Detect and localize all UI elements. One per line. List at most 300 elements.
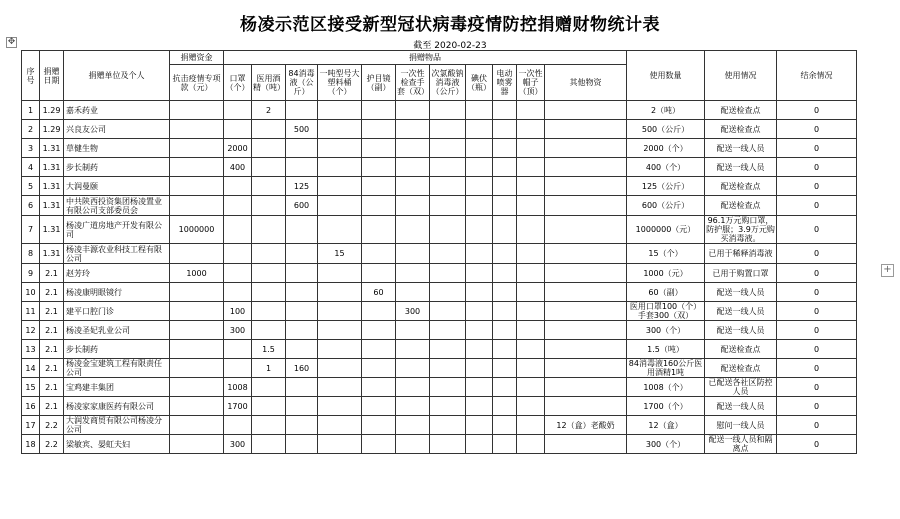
cell-hypochlorous	[430, 196, 466, 216]
cell-balance: 0	[777, 216, 857, 244]
cell-mask: 300	[224, 435, 252, 454]
table-row	[22, 158, 857, 177]
cell-seq: 15	[22, 378, 40, 397]
header-donor: 捐赠单位及个人	[64, 51, 170, 101]
cell-alcohol	[252, 120, 286, 139]
cell-usage: 配送一线人员	[705, 283, 777, 302]
cell-hypochlorous	[430, 264, 466, 283]
cell-funds	[170, 139, 224, 158]
cell-mask	[224, 264, 252, 283]
table-row	[22, 101, 857, 120]
cell-funds	[170, 321, 224, 340]
cell-alcohol	[252, 435, 286, 454]
cell-usage: 已用于稀释消毒液	[705, 244, 777, 264]
cell-funds: 1000000	[170, 216, 224, 244]
cell-mask: 1700	[224, 397, 252, 416]
cell-date: 2.1	[40, 302, 64, 321]
cell-funds	[170, 283, 224, 302]
cell-mask	[224, 359, 252, 378]
cell-gloves	[396, 359, 430, 378]
table-row	[22, 302, 857, 321]
cell-gloves	[396, 244, 430, 264]
table-row	[22, 139, 857, 158]
cell-seq: 16	[22, 397, 40, 416]
cell-caps	[517, 359, 545, 378]
cell-bucket	[318, 216, 362, 244]
cell-balance: 0	[777, 196, 857, 216]
cell-goggles	[362, 139, 396, 158]
cell-seq: 6	[22, 196, 40, 216]
cell-usage: 配送检查点	[705, 340, 777, 359]
cell-donor: 兴良友公司	[64, 120, 170, 139]
cell-hypochlorous	[430, 302, 466, 321]
cell-other	[545, 120, 627, 139]
cell-gloves	[396, 177, 430, 196]
cell-iodine	[466, 359, 493, 378]
cell-balance: 0	[777, 397, 857, 416]
cell-alcohol	[252, 216, 286, 244]
cell-disinfectant84: 160	[286, 359, 318, 378]
cell-usage: 配送一线人员和隔离点	[705, 435, 777, 454]
header-disinfectant84: 84消毒液（公斤）	[286, 65, 318, 101]
cell-sprayer	[493, 264, 517, 283]
cell-disinfectant84	[286, 216, 318, 244]
donation-table	[21, 50, 857, 454]
cell-usage: 慰问一线人员	[705, 416, 777, 435]
cell-other	[545, 264, 627, 283]
cell-bucket	[318, 264, 362, 283]
cell-usage-qty: 1700（个）	[627, 397, 705, 416]
cell-hypochlorous	[430, 397, 466, 416]
cell-usage-qty: 300（个）	[627, 321, 705, 340]
cell-funds: 1000	[170, 264, 224, 283]
cell-usage-qty: 2（吨）	[627, 101, 705, 120]
cell-other	[545, 196, 627, 216]
cell-seq: 12	[22, 321, 40, 340]
cell-disinfectant84	[286, 139, 318, 158]
cell-mask	[224, 196, 252, 216]
cell-seq: 5	[22, 177, 40, 196]
cell-usage: 配送检查点	[705, 359, 777, 378]
cell-balance: 0	[777, 340, 857, 359]
cell-goggles	[362, 177, 396, 196]
header-date: 捐赠日期	[40, 51, 64, 101]
cell-bucket	[318, 302, 362, 321]
table-row	[22, 244, 857, 264]
header-iodine: 碘伏（瓶）	[466, 65, 493, 101]
cell-seq: 9	[22, 264, 40, 283]
cell-usage-qty: 500（公斤）	[627, 120, 705, 139]
cell-balance: 0	[777, 244, 857, 264]
cell-hypochlorous	[430, 139, 466, 158]
cell-date: 1.31	[40, 196, 64, 216]
cell-balance: 0	[777, 359, 857, 378]
cell-alcohol: 1.5	[252, 340, 286, 359]
cell-gloves	[396, 435, 430, 454]
table-row	[22, 120, 857, 139]
cell-iodine	[466, 283, 493, 302]
cell-bucket	[318, 101, 362, 120]
cell-mask: 100	[224, 302, 252, 321]
cell-disinfectant84	[286, 264, 318, 283]
cell-gloves	[396, 196, 430, 216]
cell-alcohol	[252, 177, 286, 196]
cell-donor: 宝鸡建丰集团	[64, 378, 170, 397]
cell-funds	[170, 158, 224, 177]
cell-other	[545, 397, 627, 416]
table-row	[22, 340, 857, 359]
cell-hypochlorous	[430, 340, 466, 359]
cell-seq: 3	[22, 139, 40, 158]
cell-alcohol	[252, 158, 286, 177]
cell-usage: 已用于购置口罩	[705, 264, 777, 283]
cell-caps	[517, 321, 545, 340]
cell-funds	[170, 435, 224, 454]
cell-funds	[170, 196, 224, 216]
cell-usage-qty: 1008（个）	[627, 378, 705, 397]
page-title: 杨凌示范区接受新型冠状病毒疫情防控捐赠财物统计表	[240, 15, 660, 35]
cell-bucket	[318, 397, 362, 416]
cell-balance: 0	[777, 435, 857, 454]
cell-funds	[170, 340, 224, 359]
cell-disinfectant84	[286, 435, 318, 454]
cell-iodine	[466, 416, 493, 435]
cell-mask	[224, 177, 252, 196]
cell-date: 1.31	[40, 177, 64, 196]
cell-gloves	[396, 397, 430, 416]
cell-balance: 0	[777, 321, 857, 340]
cell-usage: 配送检查点	[705, 120, 777, 139]
cell-caps	[517, 101, 545, 120]
cell-mask	[224, 283, 252, 302]
cell-disinfectant84	[286, 321, 318, 340]
cell-other	[545, 321, 627, 340]
cell-mask: 300	[224, 321, 252, 340]
cell-caps	[517, 378, 545, 397]
cell-seq: 17	[22, 416, 40, 435]
cell-gloves	[396, 139, 430, 158]
cell-mask	[224, 340, 252, 359]
cell-goggles	[362, 378, 396, 397]
cell-sprayer	[493, 416, 517, 435]
cell-usage: 配送一线人员	[705, 158, 777, 177]
cell-alcohol	[252, 397, 286, 416]
header-items-group: 捐赠物品	[224, 51, 627, 65]
cell-gloves	[396, 101, 430, 120]
cell-usage-qty: 300（个）	[627, 435, 705, 454]
cell-alcohol	[252, 196, 286, 216]
cell-usage: 配送检查点	[705, 196, 777, 216]
cell-seq: 7	[22, 216, 40, 244]
cell-hypochlorous	[430, 321, 466, 340]
cell-other	[545, 158, 627, 177]
cell-usage: 96.1万元购口罩，防护服；3.9万元购买消毒液。	[706, 216, 775, 243]
header-other: 其他物资	[545, 65, 627, 101]
header-gloves: 一次性检查手套（双）	[396, 65, 430, 101]
cell-donor: 建平口腔门诊	[64, 302, 170, 321]
cell-seq: 4	[22, 158, 40, 177]
cell-iodine	[466, 120, 493, 139]
cell-caps	[517, 139, 545, 158]
cell-usage-qty: 400（个）	[627, 158, 705, 177]
cell-sprayer	[493, 177, 517, 196]
cell-iodine	[466, 216, 493, 244]
cell-caps	[517, 264, 545, 283]
cell-caps	[517, 120, 545, 139]
cell-sprayer	[493, 321, 517, 340]
cell-donor: 步长制药	[64, 158, 170, 177]
cell-mask	[224, 244, 252, 264]
cell-mask: 1008	[224, 378, 252, 397]
cell-usage-qty: 1.5（吨）	[627, 340, 705, 359]
cell-bucket	[318, 359, 362, 378]
cell-usage-qty: 1000000（元）	[627, 216, 705, 244]
cell-date: 1.29	[40, 101, 64, 120]
cell-date: 2.1	[40, 264, 64, 283]
cell-goggles	[362, 416, 396, 435]
cell-bucket	[318, 321, 362, 340]
cell-usage-qty: 60（副）	[627, 283, 705, 302]
cell-disinfectant84	[286, 244, 318, 264]
cell-donor: 赵芳玲	[64, 264, 170, 283]
cell-other	[545, 216, 627, 244]
cell-caps	[517, 158, 545, 177]
cell-usage-qty: 2000（个）	[627, 139, 705, 158]
cell-disinfectant84	[286, 416, 318, 435]
cell-goggles	[362, 321, 396, 340]
cell-bucket	[318, 196, 362, 216]
cell-date: 1.31	[40, 158, 64, 177]
cell-funds	[170, 244, 224, 264]
cell-balance: 0	[777, 177, 857, 196]
cell-gloves	[396, 321, 430, 340]
cell-iodine	[466, 244, 493, 264]
cell-bucket	[318, 283, 362, 302]
cell-gloves	[396, 340, 430, 359]
cell-date: 2.1	[40, 340, 64, 359]
cell-disinfectant84	[286, 283, 318, 302]
cell-usage-qty: 15（个）	[627, 244, 705, 264]
cell-funds	[170, 177, 224, 196]
cell-bucket	[318, 416, 362, 435]
header-hypochlorous: 次氯酸钠消毒液（公斤）	[430, 65, 466, 101]
cell-goggles	[362, 435, 396, 454]
table-move-handle-icon[interactable]: ✥	[7, 37, 16, 47]
cell-donor: 杨凌康明眼镜行	[64, 283, 170, 302]
cell-caps	[517, 416, 545, 435]
header-alcohol: 医用酒精（吨）	[252, 65, 286, 101]
cell-sprayer	[493, 359, 517, 378]
table-row	[22, 416, 857, 435]
cell-donor: 步长制药	[64, 340, 170, 359]
cell-bucket	[318, 139, 362, 158]
cell-goggles	[362, 196, 396, 216]
cell-balance: 0	[777, 139, 857, 158]
cell-alcohol	[252, 378, 286, 397]
cell-caps	[517, 244, 545, 264]
cell-balance: 0	[777, 302, 857, 321]
cell-date: 1.31	[40, 139, 64, 158]
cell-caps	[517, 397, 545, 416]
cell-disinfectant84: 600	[286, 196, 318, 216]
cell-usage-qty: 医用口罩100（个）手套300（双）	[627, 302, 705, 321]
cell-balance: 0	[777, 264, 857, 283]
cell-seq: 10	[22, 283, 40, 302]
cell-other	[545, 244, 627, 264]
header-caps: 一次性帽子（顶）	[517, 65, 545, 101]
cell-sprayer	[493, 216, 517, 244]
cell-goggles	[362, 216, 396, 244]
cell-hypochlorous	[430, 177, 466, 196]
cell-gloves	[396, 378, 430, 397]
cell-hypochlorous	[430, 120, 466, 139]
cell-alcohol	[252, 264, 286, 283]
cell-balance: 0	[777, 158, 857, 177]
cell-hypochlorous	[430, 416, 466, 435]
cell-donor: 杨凌圣妃乳业公司	[64, 321, 170, 340]
cell-caps	[517, 216, 545, 244]
cell-sprayer	[493, 435, 517, 454]
header-funds-group: 捐赠资金	[170, 51, 224, 65]
cell-date: 2.1	[40, 321, 64, 340]
cell-alcohol: 1	[252, 359, 286, 378]
cell-iodine	[466, 302, 493, 321]
cell-usage-qty: 125（公斤）	[627, 177, 705, 196]
cell-donor: 嘉禾药业	[64, 101, 170, 120]
cell-iodine	[466, 397, 493, 416]
cell-other	[545, 435, 627, 454]
header-goggles: 护目镜（副）	[362, 65, 396, 101]
cell-goggles	[362, 244, 396, 264]
cell-other	[545, 378, 627, 397]
cell-mask	[224, 416, 252, 435]
header-seq: 序号	[22, 51, 40, 101]
cell-alcohol	[252, 416, 286, 435]
date-line: 截至 2020-02-23	[413, 41, 487, 51]
cell-iodine	[466, 321, 493, 340]
cell-donor: 杨凌金宝建筑工程有限责任公司	[64, 359, 170, 378]
cell-bucket: 15	[318, 244, 362, 264]
cell-date: 2.1	[40, 378, 64, 397]
cell-iodine	[466, 264, 493, 283]
table-row	[22, 216, 857, 244]
cell-disinfectant84	[286, 397, 318, 416]
cell-bucket	[318, 378, 362, 397]
cell-funds	[170, 359, 224, 378]
cell-sprayer	[493, 283, 517, 302]
cell-iodine	[466, 435, 493, 454]
cell-seq: 11	[22, 302, 40, 321]
header-mask: 口罩（个）	[224, 65, 252, 101]
cell-sprayer	[493, 302, 517, 321]
cell-alcohol	[252, 139, 286, 158]
table-row	[22, 378, 857, 397]
cell-balance: 0	[777, 120, 857, 139]
cell-seq: 18	[22, 435, 40, 454]
cell-gloves	[396, 264, 430, 283]
cell-gloves	[396, 120, 430, 139]
cell-other	[545, 177, 627, 196]
cell-mask: 400	[224, 158, 252, 177]
header-balance: 结余情况	[777, 51, 857, 101]
cell-alcohol	[252, 302, 286, 321]
cell-other	[545, 302, 627, 321]
cell-gloves: 300	[396, 302, 430, 321]
cell-alcohol	[252, 321, 286, 340]
cell-balance: 0	[777, 378, 857, 397]
cell-goggles	[362, 302, 396, 321]
cell-disinfectant84	[286, 378, 318, 397]
cell-funds	[170, 101, 224, 120]
cell-gloves	[396, 416, 430, 435]
cell-disinfectant84	[286, 158, 318, 177]
cell-iodine	[466, 340, 493, 359]
cell-donor: 杨凌丰源农业科技工程有限公司	[64, 244, 170, 264]
cell-balance: 0	[777, 416, 857, 435]
cell-goggles	[362, 264, 396, 283]
cell-sprayer	[493, 158, 517, 177]
cell-goggles	[362, 158, 396, 177]
cell-usage-qty: 12（盒）	[627, 416, 705, 435]
header-usage-qty: 使用数量	[627, 51, 705, 101]
cell-sprayer	[493, 139, 517, 158]
cell-other	[545, 101, 627, 120]
add-column-icon[interactable]: +	[881, 264, 894, 277]
table-row	[22, 321, 857, 340]
cell-alcohol	[252, 244, 286, 264]
cell-date: 2.2	[40, 435, 64, 454]
cell-hypochlorous	[430, 101, 466, 120]
cell-usage-qty: 1000（元）	[627, 264, 705, 283]
cell-hypochlorous	[430, 359, 466, 378]
table-row	[22, 359, 857, 378]
cell-caps	[517, 177, 545, 196]
cell-seq: 13	[22, 340, 40, 359]
cell-usage: 已配送各社区防控人员	[705, 378, 777, 397]
cell-usage-qty: 600（公斤）	[627, 196, 705, 216]
table-row	[22, 177, 857, 196]
cell-iodine	[466, 378, 493, 397]
header-sprayer: 电动喷雾器	[493, 65, 517, 101]
cell-gloves	[396, 283, 430, 302]
cell-date: 2.1	[40, 283, 64, 302]
cell-funds	[170, 378, 224, 397]
cell-donor: 梁敏宾、晏虹夫妇	[64, 435, 170, 454]
cell-donor: 杨凌家家康医药有限公司	[64, 397, 170, 416]
table-row	[22, 435, 857, 454]
cell-disinfectant84: 125	[286, 177, 318, 196]
cell-other	[545, 359, 627, 378]
cell-sprayer	[493, 244, 517, 264]
cell-sprayer	[493, 120, 517, 139]
cell-bucket	[318, 340, 362, 359]
cell-alcohol	[252, 283, 286, 302]
table-row	[22, 283, 857, 302]
table-row	[22, 196, 857, 216]
cell-other	[545, 340, 627, 359]
table-row	[22, 264, 857, 283]
cell-caps	[517, 435, 545, 454]
cell-caps	[517, 283, 545, 302]
cell-balance: 0	[777, 101, 857, 120]
cell-disinfectant84	[286, 340, 318, 359]
cell-other: 12（盒）老酸奶	[545, 416, 627, 435]
cell-seq: 14	[22, 359, 40, 378]
cell-bucket	[318, 435, 362, 454]
cell-funds	[170, 302, 224, 321]
cell-hypochlorous	[430, 283, 466, 302]
cell-bucket	[318, 120, 362, 139]
